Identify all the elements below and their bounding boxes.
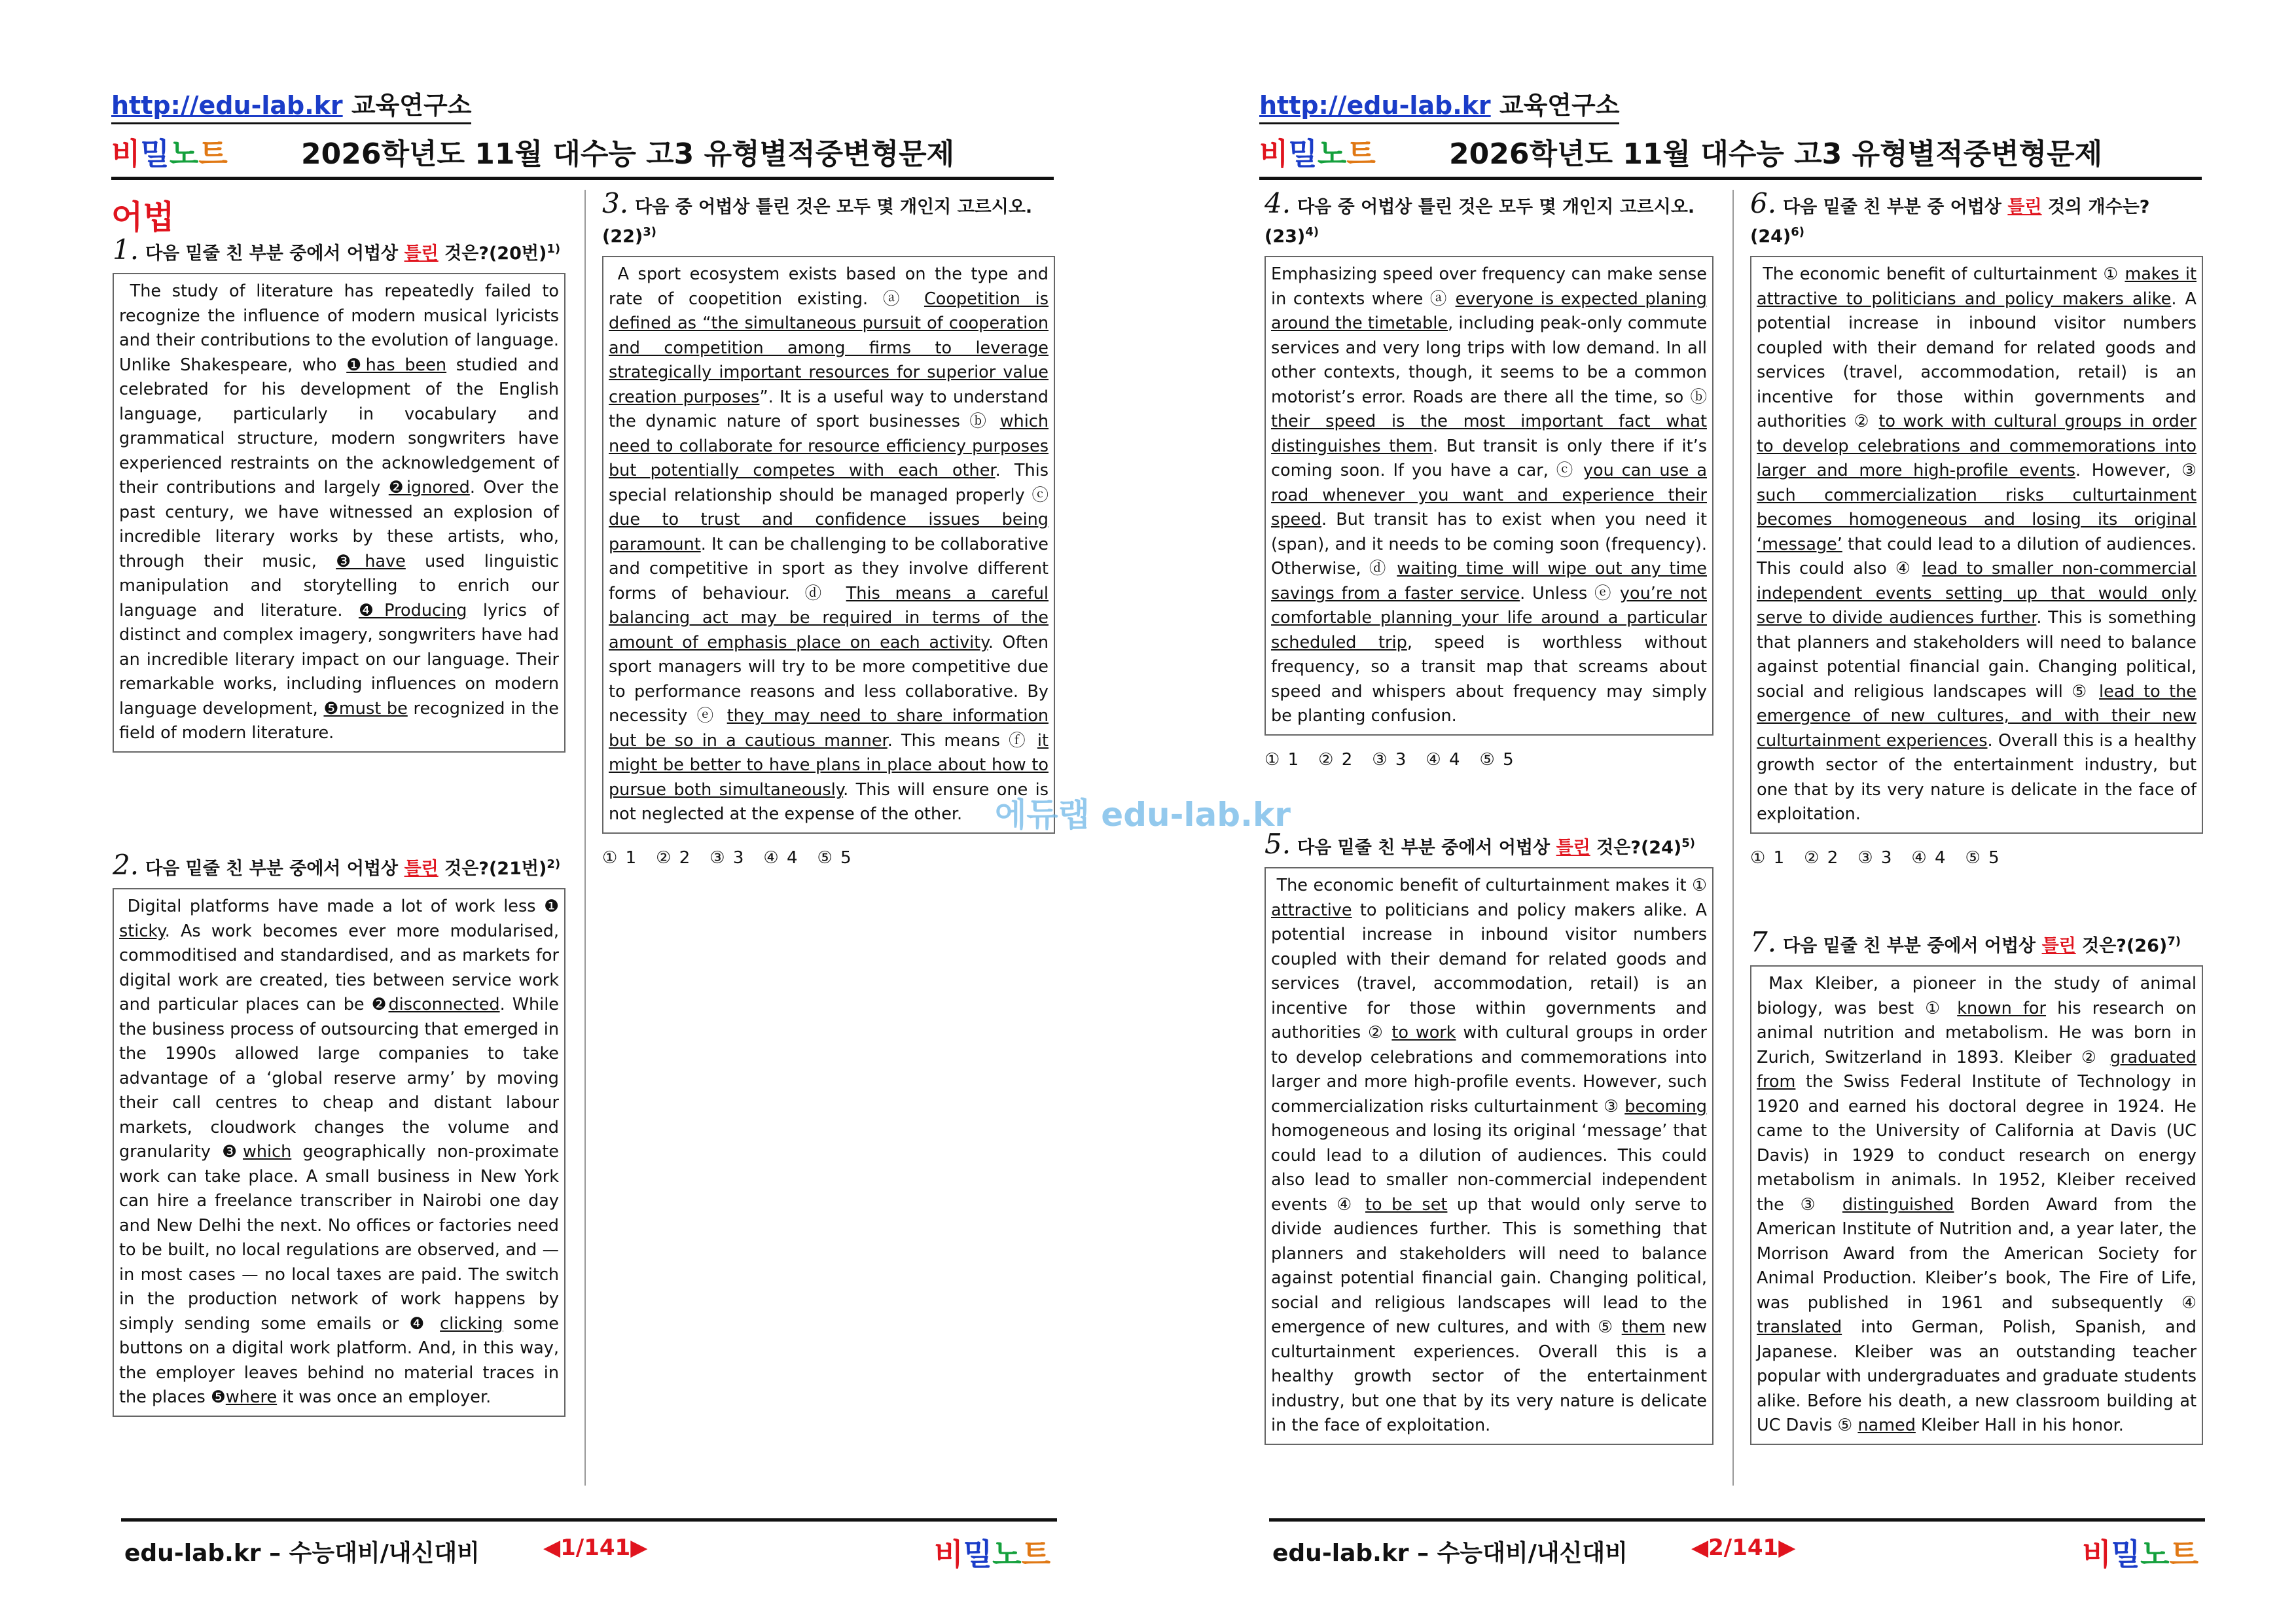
option-3: becoming — [1624, 1096, 1707, 1116]
option-4: translated — [1757, 1317, 1842, 1337]
option-5: named — [1857, 1416, 1916, 1435]
question-5-prompt: 5. 다음 밑줄 친 부분 중에서 어법상 틀린 것은$?(24)^{5)}$ — [1265, 828, 1695, 860]
option-4: clicking — [440, 1313, 503, 1334]
option-a: everyone is expected planing around the timetable — [1271, 289, 1707, 333]
question-7-prompt: 7. 다음 밑줄 친 부분 중에서 어법상 틀린 것은$?(26)^{7)}$ — [1750, 926, 2181, 958]
option-1: attractive — [1271, 900, 1352, 920]
option-5: where — [225, 1387, 278, 1407]
option-2: to work — [1391, 1023, 1456, 1043]
header-title-bar — [1259, 128, 2202, 180]
question-6-passage: The economic benefit of culturtainment ① makes it attractive to politicians and policy makers alike. A potential increase in inbound visitor numbers coupled with their demand for related goods and services (travel, accommodation, retail) is an incentive for those within governments and authorities ② to work with cultural groups in order to develop celebrations and commemorations into larger and more high-profile events. However, ③ such commercialization risks culturtainment becomes homogeneous and losing its original ‘message’ that could lead to a dilution of audiences. This could also ④ lead to smaller non-commercial independent events setting up that would only serve to divide audiences further. This is something that planners and stakeholders will need to balance against potential financial gain. Changing political, social and religious landscapes will ⑤ lead to the emergence of new cultures, and with their new culturtainment experiences. Overall this is a healthy growth sector of the entertainment industry, but one that by its very nature is delicate in the face of exploitation. — [1750, 256, 2203, 834]
choice-3[interactable]: ③ 3 — [709, 847, 744, 868]
question-3 — [602, 187, 1055, 868]
header-title-bar — [111, 128, 1054, 180]
header-url-line — [111, 85, 471, 124]
column-divider — [1732, 190, 1734, 1486]
question-7-passage: Max Kleiber, a pioneer in the study of animal biology, was best ① known for his research on animal nutrition and metabolism. He was born in Zurich, Switzerland in 1893. Kleiber ② graduated from the Swiss Federal Institute of Technology in 1920 and earned his doctoral degree in 1924. He came to the University of California at Davis (UC Davis) in 1929 to conduct research on energy metabolism in animals. In 1952, Kleiber received the ③ distinguished Borden Award from the American Institute of Nutrition and, a year later, the Morrison Award from the American Society for Animal Production. Kleiber’s book, The Fire of Life, was published in 1961 and subsequently ④ translated into German, Polish, Spanish, and Japanese. Kleiber was an outstanding teacher popular with undergraduates and graduate students alike. Before his death, a new classroom building at UC Davis ⑤ named Kleiber Hall in his honor. — [1750, 965, 2203, 1445]
footer — [121, 1518, 1057, 1584]
footer — [1269, 1518, 2205, 1584]
option-5: them — [1621, 1317, 1666, 1337]
option-1: ❶has been — [346, 355, 447, 375]
section-title: 어법 — [111, 198, 175, 236]
institute-label: 교육연구소 — [351, 91, 472, 120]
option-4: ❹Producing — [358, 600, 467, 620]
option-c: due to trust and confidence issues being paramount — [609, 510, 1049, 554]
choice-2[interactable]: ② 2 — [1318, 749, 1353, 770]
page-number[interactable]: ◀2/141▶ — [1691, 1535, 1796, 1561]
question-2 — [113, 849, 565, 1417]
choice-1[interactable]: ① 1 — [1750, 847, 1785, 868]
choice-3[interactable]: ③ 3 — [1857, 847, 1892, 868]
choice-3[interactable]: ③ 3 — [1372, 749, 1407, 770]
choice-5[interactable]: ⑤ 5 — [1479, 749, 1514, 770]
brand-logo: 비밀노트 — [1259, 136, 1376, 171]
footer-brand-logo: 비밀노트 — [934, 1537, 1050, 1572]
question-6-prompt: 6. 다음 밑줄 친 부분 중 어법상 틀린 것의 개수는$?(24)^{6)}$ — [1750, 187, 2150, 247]
choice-2[interactable]: ② 2 — [1804, 847, 1839, 868]
watermark: 에듀랩 edu-lab.kr — [995, 796, 1291, 834]
option-5: ❺must be — [323, 698, 408, 719]
option-d: This means a careful balancing act may be required in terms of the amount of emphasis place on each activity — [609, 583, 1049, 652]
option-f: it might be better to have plans in place about how to pursue both simultaneously — [609, 730, 1049, 800]
option-e: they may need to share information but be so in a cautious manner — [609, 706, 1049, 751]
choice-4[interactable]: ④ 4 — [1911, 847, 1946, 868]
page-title: 2026학년도 11월 대수능 고3 유형별적중변형문제 — [1449, 137, 2103, 171]
question-6 — [1750, 187, 2203, 868]
option-2: to work with cultural groups in order to develop celebrations and commemorations into larger and more high-profile events — [1757, 412, 2197, 480]
question-2-prompt: 2. 다음 밑줄 친 부분 중에서 어법상 틀린 것은?(21번)$^{2)}$ — [113, 849, 561, 881]
choice-1[interactable]: ① 1 — [602, 847, 637, 868]
footer-brand-logo: 비밀노트 — [2082, 1537, 2198, 1572]
question-3-passage: A sport ecosystem exists based on the type and rate of coopetition existing. ⓐ Coopetition is defined as “the simultaneous pursuit of cooperation and competition among firms to leverage strategically important resources for superior value creation purposes”. It is a useful way to understand the dynamic nature of sport businesses ⓑ which need to collaborate for resource efficiency purposes but potentially competes with each other. This special relationship should be managed properly ⓒ due to trust and confidence issues being paramount. It can be challenging to be collaborative and competitive in sport as they involve different forms of behaviour. ⓓ This means a careful balancing act may be required in terms of the amount of emphasis place on each activity. Often sport managers will try to be more competitive due to performance reasons and less collaborative. By necessity ⓔ they may need to share information but be so in a cautious manner. This means ⓕ it might be better to have plans in place about how to pursue both simultaneously. This will ensure one is not neglected at the expense of the other. — [602, 256, 1055, 834]
option-3: such commercialization risks culturtainment becomes homogeneous and losing its original ‘message’ — [1757, 485, 2197, 554]
option-1: known for — [1957, 998, 2047, 1018]
option-c: you can use a road whenever you want and experience their speed — [1271, 461, 1707, 529]
choice-2[interactable]: ② 2 — [656, 847, 691, 868]
site-link[interactable]: http://edu-lab.kr — [111, 91, 343, 120]
option-2: disconnected — [388, 995, 500, 1014]
option-1: sticky — [119, 921, 165, 941]
question-3-choices — [602, 848, 1055, 868]
option-5: lead to the emergence of new cultures, and with their new culturtainment experiences — [1757, 681, 2197, 751]
question-6-choices — [1750, 848, 2203, 868]
question-2-passage: Digital platforms have made a lot of work less ❶ sticky. As work becomes ever more modularised, commoditised and standardised, and as markets for digital work are created, ties between service work and particular places can be ❷disconnected. While the business process of outsourcing that emerged in the 1990s allowed large companies to take advantage of a ‘global reserve army’ by moving their call centres to cheap and distant labour markets, cloudwork changes the volume and granularity ❸which geographically non-proximate work can take place. A small business in New York can hire a freelance transcriber in Nairobi one day and New Delhi the next. No offices or factories need to be built, no local regulations are observed, and — in most cases — no local taxes are paid. The switch in the production network of work happens by simply sending some emails or ❹ clicking some buttons on a digital work platform. And, in this way, the employer leaves behind no material traces in the places ❺where it was once an employer. — [113, 888, 565, 1417]
choice-1[interactable]: ① 1 — [1265, 749, 1299, 770]
column-divider — [584, 190, 586, 1486]
option-b: their speed is the most important fact what distinguishes them — [1271, 412, 1707, 456]
question-5 — [1265, 828, 1713, 1445]
question-1 — [113, 234, 565, 753]
question-1-prompt: 1. 다음 밑줄 친 부분 중에서 어법상 틀린 것은?(20번)$^{1)}$ — [113, 234, 561, 266]
footer-site: edu-lab.kr – 수능대비/내신대비 — [124, 1540, 480, 1567]
option-1: makes it attractive to politicians and policy makers alike — [1757, 264, 2197, 309]
question-1-passage: The study of literature has repeatedly failed to recognize the influence of modern musical lyricists and their contributions to the evolution of language. Unlike Shakespeare, who ❶has been studied and celebrated for his development of the English language, particularly in vocabulary and grammatical structure, modern songwriters have experienced restraints on the acknowledgement of their contributions and largely ❷ignored. Over the past century, we have witnessed an explosion of incredible literary works by these artists, who, through their music, ❸have used linguistic manipulation and storytelling to enrich our language and literature. ❹Producing lyrics of distinct and complex imagery, songwriters have had an incredible literary impact on our language. Their remarkable works, including influences on modern language development, ❺must be recognized in the field of modern literature. — [113, 273, 565, 753]
question-4-prompt: 4. 다음 중 어법상 틀린 것은 모두 몇 개인지 고르시오$.(23)^{4)}$ — [1265, 187, 1695, 247]
question-5-passage: The economic benefit of culturtainment makes it ① attractive to politicians and policy makers alike. A potential increase in inbound visitor numbers coupled with their demand for related goods and services (travel, accommodation, retail) is an incentive for those within governments and authorities ② to work with cultural groups in order to develop celebrations and commemorations into larger and more high-profile events. However, such commercialization risks culturtainment ③ becoming homogeneous and losing its original ‘message’ that could lead to a dilution of audiences. This could also lead to smaller non-commercial independent events ④ to be set up that would only serve to divide audiences further. This is something that planners and stakeholders will need to balance against potential financial gain. Changing political, social and religious landscapes will lead to the emergence of new cultures, and with ⑤ them new culturtainment experiences. Overall this is a healthy growth sector of the entertainment industry, but one that by its very nature is delicate in the face of exploitation. — [1265, 867, 1713, 1445]
choice-4[interactable]: ④ 4 — [1426, 749, 1460, 770]
option-a: Coopetition is defined as “the simultaneous pursuit of cooperation and competition among firms to leverage strategically important resources for superior value creation purposes — [609, 289, 1049, 407]
option-b: which need to collaborate for resource efficiency purposes but potentially competes with each other — [609, 412, 1049, 480]
page-title: 2026학년도 11월 대수능 고3 유형별적중변형문제 — [301, 137, 955, 171]
page-number[interactable]: ◀1/141▶ — [543, 1535, 648, 1561]
option-3: which — [242, 1142, 292, 1162]
question-3-prompt: 3. 다음 중 어법상 틀린 것은 모두 몇 개인지 고르시오$.(22)^{3)}$ — [602, 187, 1033, 247]
option-e: you’re not comfortable planning your life around a particular scheduled trip — [1271, 583, 1707, 652]
header-url-line — [1259, 85, 1619, 124]
option-2: ❷ignored — [388, 478, 470, 497]
question-4 — [1265, 187, 1713, 770]
choice-4[interactable]: ④ 4 — [763, 847, 798, 868]
option-3: ❸have — [336, 551, 406, 571]
option-3: distinguished — [1842, 1194, 1954, 1215]
brand-logo: 비밀노트 — [111, 136, 228, 171]
choice-5[interactable]: ⑤ 5 — [817, 847, 852, 868]
page-2 — [1148, 0, 2296, 1623]
option-4: to be set — [1365, 1194, 1448, 1215]
footer-site: edu-lab.kr – 수능대비/내신대비 — [1272, 1540, 1628, 1567]
question-7 — [1750, 926, 2203, 1445]
institute-label: 교육연구소 — [1499, 91, 1620, 120]
question-4-passage: Emphasizing speed over frequency can make sense in contexts where ⓐ everyone is expected planing around the timetable, including peak-only commute services and very long trips with low demand. In all other contexts, though, it seems to be a common motorist’s error. Roads are there all the time, so ⓑ their speed is the most important fact what distinguishes them. But transit is only there if it’s coming soon. If you have a car, ⓒ you can use a road whenever you want and experience their speed. But transit has to exist when you need it (span), and it needs to be coming soon (frequency). Otherwise, ⓓ waiting time will wipe out any time savings from a faster service. Unless ⓔ you’re not comfortable planning your life around a particular scheduled trip, speed is worthless without frequency, so a transit map that screams about speed and whispers about frequency may simply be planting confusion. — [1265, 256, 1713, 736]
question-4-choices — [1265, 750, 1713, 770]
site-link[interactable]: http://edu-lab.kr — [1259, 91, 1491, 120]
option-2: graduated from — [1757, 1047, 2197, 1092]
choice-5[interactable]: ⑤ 5 — [1965, 847, 2000, 868]
option-d: waiting time will wipe out any time savings from a faster service — [1271, 559, 1707, 603]
option-4: lead to smaller non-commercial independent events setting up that would only serve to divide audiences further — [1757, 559, 2197, 628]
